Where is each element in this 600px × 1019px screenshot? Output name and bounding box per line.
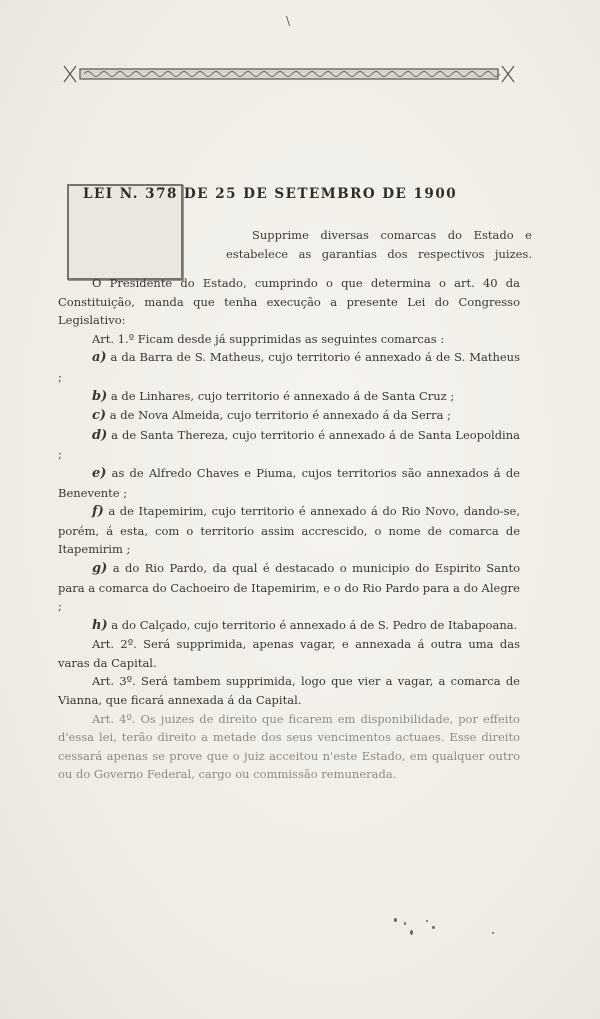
article-paragraph: Art. 4º. Os juizes de direito que ficarem em disponibilidade, por effeito d'essa lei, terão direito a metade dos seus vencimentos actuaes. Esse direito cessará apenas se prove que o juiz acceitou n'este Estado, em qualquer outro ou do Governo Federal, cargo ou commissão remunerada. <box>58 711 520 782</box>
article-paragraph: Art. 1.º Ficam desde já supprimidas as seguintes comarcas : <box>92 331 445 346</box>
article-paragraph: Art. 3º. Será tambem supprimida, logo que vier a vagar, a comarca de Vianna, que ficará annexada á da Capital. <box>58 674 520 708</box>
item-paragraph: e) as de Alfredo Chaves e Piuma, cujos territorios são annexados á de Benevente ; <box>58 465 520 500</box>
preamble-paragraph: O Presidente do Estado, cumprindo o que determina o art. 40 da Constituição, manda que tenha execução a presente Lei do Congresso Legislativo: <box>58 276 520 328</box>
item-paragraph: f) a de Itapemirim, cujo territorio é annexado á do Rio Novo, dando-se, porém, á esta, com o territorio assim accrescido, o nome de comarca de Itapemirim ; <box>58 504 520 557</box>
item-paragraph: d) a de Santa Thereza, cujo territorio é annexado á de Santa Leopoldina ; <box>58 427 520 462</box>
item-paragraph: c) a de Nova Almeida, cujo territorio é annexado á da Serra ; <box>92 408 452 424</box>
ink-specks <box>390 912 510 952</box>
summary-line: estabelece as garantias dos respectivos juizes. <box>226 247 532 261</box>
item-paragraph: g) a do Rio Pardo, da qual é destacado o municipio do Espirito Santo para a comarca do Cachoeiro de Itapemirim, e o do Rio Pardo para a do Alegre ; <box>58 560 520 614</box>
summary-line: Supprime diversas comarcas do Estado e <box>252 228 532 242</box>
item-paragraph: a) a da Barra de S. Matheus, cujo territorio é annexado á de S. Matheus ; <box>58 350 520 384</box>
item-paragraph: h) a do Calçado, cujo territorio é annexado á de S. Pedro de Itabapoana. <box>92 617 518 633</box>
top-mark: \ <box>286 14 291 28</box>
law-body <box>58 274 520 784</box>
item-paragraph: b) a de Linhares, cujo territorio é annexado á de Santa Cruz ; <box>92 388 455 404</box>
ornamental-border-icon <box>62 62 516 86</box>
law-summary <box>226 226 532 264</box>
article-paragraph: Art. 2º. Será supprimida, apenas vagar, e annexada á outra uma das varas da Capital. <box>58 637 520 670</box>
law-heading: LEI N. 378 DE 25 DE SETEMBRO DE 1900 <box>83 186 458 202</box>
